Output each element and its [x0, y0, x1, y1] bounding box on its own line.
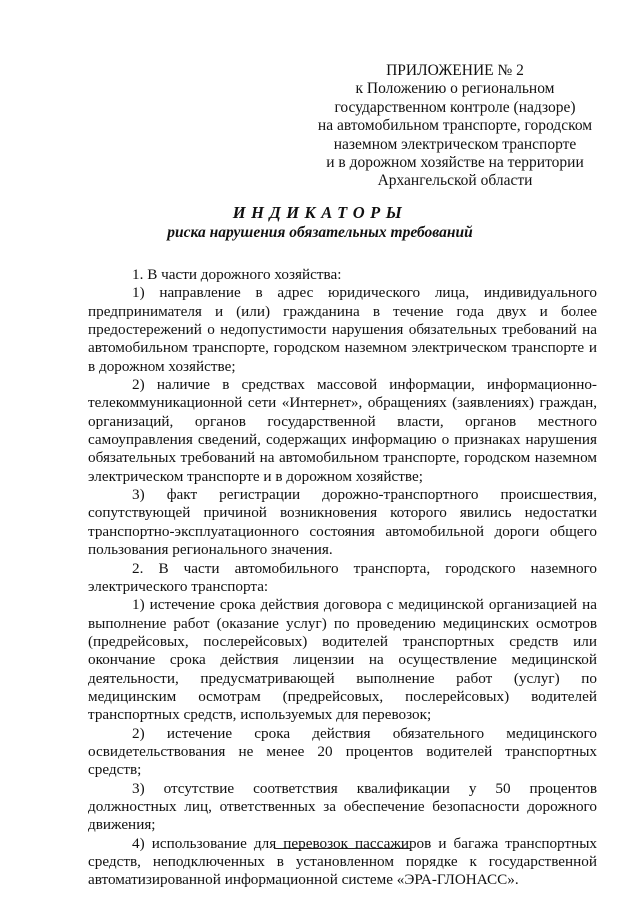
closing-divider: [274, 848, 410, 849]
list-item: 3) факт регистрации дорожно-транспортного происшествия, сопутствующей причиной возникновения которого явились недостатки транспортно-эксплуатационного состояния автомобильной дороги общего пользования регионального значения.: [88, 486, 597, 559]
document-title: ИНДИКАТОРЫ: [232, 203, 408, 222]
list-item: 2) истечение срока действия обязательного медицинского освидетельствования не менее 20 процентов водителей транспортных средств;: [88, 724, 597, 779]
section-heading: 2. В части автомобильного транспорта, городского наземного электрического транспорта:: [88, 559, 597, 595]
appendix-line: на автомобильном транспорте, городском: [317, 117, 593, 135]
appendix-heading: ПРИЛОЖЕНИЕ № 2: [386, 62, 524, 79]
appendix-line: к Положению о региональном: [355, 80, 555, 98]
list-item: 4) использование для перевозок пассажиров и багажа транспортных средств, неподключенных в установленном порядке к государственной автоматизированной информационной системе «ЭРА-ГЛОНАСС».: [88, 834, 597, 889]
section-heading: 1. В части дорожного хозяйства:: [132, 266, 342, 283]
appendix-line: Архангельской области: [377, 172, 533, 190]
list-item: 1) направление в адрес юридического лица, индивидуального предпринимателя и (или) гражданина в течение года двух и более предостережений о недопустимости нарушения обязательных требований на автомобильном транспорте, городском наземном электрическом транспорте и в дорожном хозяйстве;: [88, 284, 597, 375]
list-item: 2) наличие в средствах массовой информации, информационно-телекоммуникационной сети «Интернет», обращениях (заявлениях) граждан, организаций, органов государственной власти, органов местного самоуправления сведений, содержащих информацию о признаках нарушения обязательных требований на автомобильном транспорте, городском наземном электрическом транспорте и в дорожном хозяйстве;: [88, 376, 597, 485]
appendix-line: и в дорожном хозяйстве на территории: [326, 154, 584, 172]
appendix-line: государственном контроле (надзоре): [334, 98, 576, 116]
appendix-block: [305, 62, 605, 191]
list-item: 1) истечение срока действия договора с медицинской организацией на выполнение работ (оказание услуг) по проведению медицинских осмотров (предрейсовых, послерейсовых) водителей транспортных средств или окончание срока действия лицензии на осуществление медицинской деятельности, предусматривающей выполнение работ (услуг) по медицинским осмотрам (предрейсовых, послерейсовых) водителей транспортных средств, используемых для перевозок;: [88, 596, 597, 724]
appendix-line: наземном электрическом транспорте: [333, 135, 577, 153]
document-subtitle: риска нарушения обязательных требований: [167, 224, 473, 241]
document-body: [88, 266, 597, 890]
list-item: 3) отсутствие соответствия квалификации у 50 процентов должностных лиц, ответственных за обеспечение безопасности дорожного движения;: [88, 779, 597, 834]
